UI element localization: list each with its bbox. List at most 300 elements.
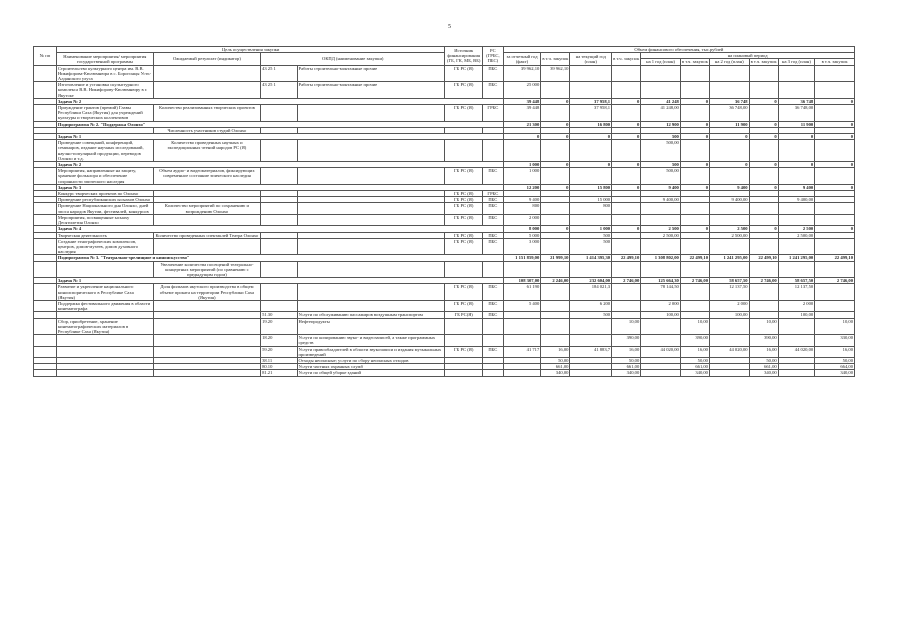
header-y2-sub: в т.ч. закупок bbox=[750, 59, 777, 65]
table-row bbox=[34, 238, 855, 255]
value-cell: 2 500 bbox=[778, 226, 814, 232]
value-cell: 22 499,10 bbox=[680, 255, 709, 261]
row-number-cell bbox=[34, 203, 57, 214]
value-cell: 0 bbox=[612, 162, 641, 168]
value-cell: 16,00 bbox=[815, 346, 855, 357]
value-cell: 664,00 bbox=[815, 364, 855, 370]
value-cell: 44 020,00 bbox=[709, 346, 749, 357]
value-cell: 22 499,10 bbox=[612, 255, 641, 261]
value-cell: 0 bbox=[680, 184, 709, 190]
value-cell bbox=[541, 318, 570, 335]
value-cell bbox=[778, 335, 814, 346]
okpd-name-cell bbox=[297, 300, 445, 311]
value-cell: 10,00 bbox=[815, 318, 855, 335]
row-number-cell bbox=[34, 370, 57, 376]
okpd-name-cell: Отходы неопасные; услуги по сбору неопасных отходов bbox=[297, 357, 445, 363]
value-cell: 390,00 bbox=[749, 335, 778, 346]
header-prev-sub: в т.ч. закупок bbox=[541, 53, 570, 65]
value-cell: 0 bbox=[778, 162, 814, 168]
value-cell: 9 400,00 bbox=[709, 197, 749, 203]
value-cell bbox=[778, 261, 814, 278]
task-title-cell: Задача № 2 bbox=[56, 162, 503, 168]
measure-name-cell: Проведение республиканских ысыахов Олонхо bbox=[56, 197, 153, 203]
grbs-cell: ПБС bbox=[482, 346, 503, 357]
value-cell bbox=[570, 168, 612, 185]
value-cell: 21 300 bbox=[503, 121, 541, 127]
value-cell bbox=[749, 168, 778, 185]
value-cell bbox=[612, 300, 641, 311]
value-cell: 0 bbox=[541, 121, 570, 127]
expected-result-cell bbox=[153, 335, 260, 346]
value-cell bbox=[709, 214, 749, 225]
value-cell: 2 500,00 bbox=[641, 232, 681, 238]
source-cell bbox=[445, 261, 483, 278]
expected-result-cell: Численность участников студий Олонхо bbox=[153, 127, 260, 133]
value-cell: 0 bbox=[749, 162, 778, 168]
table-row bbox=[34, 370, 855, 376]
value-cell bbox=[778, 318, 814, 335]
source-cell: ГБ РС (Я) bbox=[445, 105, 483, 122]
value-cell: 16,00 bbox=[680, 346, 709, 357]
value-cell bbox=[541, 261, 570, 278]
value-cell: 0 bbox=[709, 134, 749, 140]
row-number-cell bbox=[34, 261, 57, 278]
value-cell: 6 200 bbox=[570, 300, 612, 311]
expected-result-cell: Количество реализованных творческих проектов bbox=[153, 105, 260, 122]
value-cell bbox=[570, 82, 612, 99]
value-cell bbox=[749, 65, 778, 82]
value-cell: 3 000 bbox=[503, 238, 541, 255]
value-cell: 37 958,1 bbox=[570, 105, 612, 122]
measure-name-cell bbox=[56, 261, 153, 278]
value-cell bbox=[541, 168, 570, 185]
okpd-name-cell: Услуги правообладателей в области звукозаписи и издания музыкальных произведений bbox=[297, 346, 445, 357]
value-cell: 50,00 bbox=[612, 357, 641, 363]
value-cell bbox=[612, 214, 641, 225]
okpd-name-cell bbox=[297, 105, 445, 122]
value-cell bbox=[541, 140, 570, 162]
value-cell bbox=[749, 105, 778, 122]
okpd-name-cell bbox=[297, 214, 445, 225]
value-cell bbox=[503, 140, 541, 162]
value-cell bbox=[612, 105, 641, 122]
value-cell: 2 000 bbox=[709, 300, 749, 311]
measure-name-cell bbox=[56, 370, 153, 376]
value-cell bbox=[680, 300, 709, 311]
value-cell: 36 748,00 bbox=[778, 105, 814, 122]
value-cell: 0 bbox=[503, 134, 541, 140]
value-cell bbox=[680, 82, 709, 99]
value-cell: 25 000 bbox=[503, 82, 541, 99]
value-cell bbox=[709, 65, 749, 82]
value-cell bbox=[709, 261, 749, 278]
value-cell bbox=[815, 300, 855, 311]
source-cell bbox=[445, 318, 483, 335]
value-cell bbox=[570, 214, 612, 225]
value-cell bbox=[815, 214, 855, 225]
value-cell bbox=[815, 65, 855, 82]
value-cell: 330,00 bbox=[815, 335, 855, 346]
subprogram-title-cell: Подпрограмма № 2. "Поддержка Олонхо" bbox=[56, 121, 503, 127]
measure-name-cell bbox=[56, 335, 153, 346]
value-cell bbox=[541, 335, 570, 346]
expected-result-cell bbox=[153, 214, 260, 225]
value-cell: 0 bbox=[815, 98, 855, 104]
value-cell bbox=[503, 370, 541, 376]
value-cell: 500,00 bbox=[641, 140, 681, 162]
value-cell: 0 bbox=[612, 184, 641, 190]
expected-result-cell bbox=[153, 370, 260, 376]
grbs-cell: ПБС bbox=[482, 312, 503, 318]
value-cell bbox=[570, 318, 612, 335]
value-cell: 2 746,00 bbox=[749, 278, 778, 284]
okpd-name-cell: Услуги по обслуживанию пассажиров воздушным транспортом bbox=[297, 312, 445, 318]
value-cell bbox=[680, 214, 709, 225]
row-number-cell bbox=[34, 214, 57, 225]
value-cell: 2 500,00 bbox=[709, 232, 749, 238]
value-cell bbox=[815, 203, 855, 214]
grbs-cell: ПБС bbox=[482, 168, 503, 185]
value-cell bbox=[778, 214, 814, 225]
value-cell: 44 020,00 bbox=[641, 346, 681, 357]
value-cell bbox=[612, 65, 641, 82]
measure-name-cell: Изготовление и установка скульптурного комплекса В.В. Никифорову-Кюлюмнюру в г. Якутске bbox=[56, 82, 153, 99]
value-cell bbox=[778, 140, 814, 162]
task-title-cell: Задача № 2 bbox=[56, 98, 503, 104]
value-cell: 11 900 bbox=[778, 121, 814, 127]
okpd-code-cell bbox=[261, 261, 297, 278]
value-cell: 0 bbox=[815, 184, 855, 190]
header-curr: на текущий год (план) bbox=[570, 53, 612, 65]
value-cell: 100,00 bbox=[709, 312, 749, 318]
header-grbs: РС (ГРБС, ПБС) bbox=[482, 47, 503, 66]
table-row bbox=[34, 168, 855, 185]
row-number-cell bbox=[34, 318, 57, 335]
measure-name-cell: Поддержка фестивального движения в области кинематографа bbox=[56, 300, 153, 311]
value-cell bbox=[612, 284, 641, 301]
value-cell: 10,00 bbox=[749, 318, 778, 335]
value-cell: 100,00 bbox=[641, 312, 681, 318]
measure-name-cell: Создание этнографических комплексов, центров, домов-музеев, домов духовного наследия bbox=[56, 238, 153, 255]
header-y3: на 3 год (план) bbox=[778, 59, 814, 65]
value-cell bbox=[680, 284, 709, 301]
value-cell bbox=[709, 168, 749, 185]
value-cell: 2 746,00 bbox=[612, 278, 641, 284]
value-cell: 16,00 bbox=[749, 346, 778, 357]
value-cell bbox=[680, 261, 709, 278]
measure-name-cell bbox=[56, 346, 153, 357]
value-cell: 108 307,00 bbox=[503, 278, 541, 284]
value-cell: 0 bbox=[541, 134, 570, 140]
grbs-cell bbox=[482, 261, 503, 278]
value-cell: 0 bbox=[749, 226, 778, 232]
value-cell: 390,00 bbox=[612, 335, 641, 346]
okpd-name-cell bbox=[297, 238, 445, 255]
grbs-cell: ПБС bbox=[482, 232, 503, 238]
value-cell bbox=[709, 140, 749, 162]
table-row bbox=[34, 140, 855, 162]
value-cell bbox=[815, 140, 855, 162]
measure-name-cell: Конкурс творческих проектов по Олонхо bbox=[56, 191, 153, 197]
value-cell: 10,00 bbox=[680, 318, 709, 335]
value-cell bbox=[641, 335, 681, 346]
value-cell: 36 748 bbox=[709, 98, 749, 104]
source-cell: ГБ РС (Я) bbox=[445, 197, 483, 203]
header-planned: на плановый период bbox=[641, 53, 855, 59]
value-cell bbox=[541, 300, 570, 311]
grbs-cell: ПБС bbox=[482, 214, 503, 225]
value-cell bbox=[815, 261, 855, 278]
value-cell: 41 248 bbox=[641, 98, 681, 104]
value-cell: 340,00 bbox=[815, 370, 855, 376]
okpd-code-cell: 19.20 bbox=[261, 318, 297, 335]
value-cell bbox=[815, 284, 855, 301]
grbs-cell bbox=[482, 318, 503, 335]
value-cell: 0 bbox=[709, 162, 749, 168]
value-cell: 2 000 bbox=[503, 214, 541, 225]
value-cell: 21 999,10 bbox=[541, 255, 570, 261]
value-cell bbox=[503, 318, 541, 335]
value-cell bbox=[815, 105, 855, 122]
value-cell bbox=[680, 203, 709, 214]
value-cell: 12 900 bbox=[641, 121, 681, 127]
value-cell bbox=[503, 261, 541, 278]
value-cell bbox=[541, 82, 570, 99]
value-cell: 15 000 bbox=[570, 197, 612, 203]
value-cell bbox=[641, 203, 681, 214]
value-cell bbox=[709, 318, 749, 335]
value-cell: 39 962,10 bbox=[503, 65, 541, 82]
value-cell: 232 604,00 bbox=[570, 278, 612, 284]
value-cell: 10,00 bbox=[612, 318, 641, 335]
value-cell: 1 241 295,00 bbox=[778, 255, 814, 261]
value-cell bbox=[680, 65, 709, 82]
okpd-name-cell bbox=[297, 140, 445, 162]
value-cell bbox=[778, 82, 814, 99]
value-cell bbox=[570, 140, 612, 162]
value-cell: 500 bbox=[641, 134, 681, 140]
grbs-cell bbox=[482, 370, 503, 376]
okpd-name-cell: Работы строительно-монтажные прочие bbox=[297, 82, 445, 99]
measure-name-cell: Мероприятия, направленные на защиту, хранение фольклора и обеспечение сохранности эпического наследия bbox=[56, 168, 153, 185]
okpd-code-cell: 43 25 1 bbox=[261, 65, 297, 82]
header-prev: за отчетный год (факт) bbox=[503, 53, 541, 65]
task-title-cell: Задача № 1 bbox=[56, 134, 503, 140]
grbs-cell: ПБС bbox=[482, 300, 503, 311]
value-cell bbox=[641, 214, 681, 225]
header-y3-sub: в т.ч. закупок bbox=[815, 59, 855, 65]
source-cell bbox=[445, 335, 483, 346]
value-cell bbox=[749, 214, 778, 225]
value-cell: 340,00 bbox=[749, 370, 778, 376]
header-name: Наименование мероприятия/ мероприятия государственной программы bbox=[56, 53, 153, 65]
value-cell: 0 bbox=[680, 121, 709, 127]
measure-name-cell: Проведение Национального дня Олонхо, дней эпоса народов Якутии, фестивалей, конкурсов bbox=[56, 203, 153, 214]
source-cell: ГБ РС (Я) bbox=[445, 284, 483, 301]
okpd-code-cell bbox=[261, 105, 297, 122]
value-cell bbox=[815, 82, 855, 99]
value-cell: 500,00 bbox=[641, 168, 681, 185]
okpd-code-cell: 80.10 bbox=[261, 364, 297, 370]
value-cell: 5 000 bbox=[503, 232, 541, 238]
value-cell: 12 200 bbox=[503, 184, 541, 190]
value-cell: 500 bbox=[570, 232, 612, 238]
value-cell: 2 000 bbox=[641, 300, 681, 311]
value-cell: 0 bbox=[815, 134, 855, 140]
grbs-cell: ПБС bbox=[482, 197, 503, 203]
value-cell bbox=[541, 238, 570, 255]
row-number-cell bbox=[34, 65, 57, 82]
value-cell: 50,00 bbox=[815, 357, 855, 363]
source-cell: ГБ РС (Я) bbox=[445, 65, 483, 82]
header-y1-sub: в т.ч. закупок bbox=[681, 59, 708, 65]
value-cell: 41 248,00 bbox=[641, 105, 681, 122]
task-title-cell: Задача № 3 bbox=[56, 184, 503, 190]
okpd-code-cell: 18.20 bbox=[261, 335, 297, 346]
value-cell bbox=[680, 238, 709, 255]
grbs-cell: ГРБС bbox=[482, 191, 503, 197]
header-result: Ожидаемый результат (индикатор) bbox=[153, 53, 260, 65]
value-cell bbox=[570, 261, 612, 278]
value-cell: 390,00 bbox=[680, 335, 709, 346]
value-cell: 9 400 bbox=[641, 184, 681, 190]
table-row bbox=[34, 284, 855, 301]
row-number-cell bbox=[34, 238, 57, 255]
value-cell: 12 137,50 bbox=[778, 284, 814, 301]
grbs-cell: ПБС bbox=[482, 203, 503, 214]
value-cell: 0 bbox=[815, 226, 855, 232]
value-cell: 2 500 bbox=[709, 226, 749, 232]
measure-name-cell: Сбор, приобретение, хранение кинематографических материалов в Республике Саха (Якутия) bbox=[56, 318, 153, 335]
value-cell bbox=[641, 370, 681, 376]
okpd-code-cell: 59.20 bbox=[261, 346, 297, 357]
value-cell bbox=[749, 82, 778, 99]
value-cell: 661,00 bbox=[680, 364, 709, 370]
value-cell: 9 400 bbox=[778, 184, 814, 190]
value-cell: 22 499,10 bbox=[815, 255, 855, 261]
measure-name-cell: Мероприятия, посвященные ысыаху Десятилетия Олонхо bbox=[56, 214, 153, 225]
okpd-name-cell: Услуги по копированию звуко- и видеозаписей, а также программных средств bbox=[297, 335, 445, 346]
value-cell: 0 bbox=[749, 184, 778, 190]
value-cell: 61 190 bbox=[503, 284, 541, 301]
value-cell: 9 400 bbox=[503, 197, 541, 203]
okpd-code-cell bbox=[261, 284, 297, 301]
grbs-cell bbox=[482, 140, 503, 162]
value-cell: 2 246,00 bbox=[541, 278, 570, 284]
okpd-name-cell: Нефтепродукты bbox=[297, 318, 445, 335]
source-cell: ГБ РС (Я) bbox=[445, 168, 483, 185]
value-cell bbox=[709, 238, 749, 255]
value-cell: 0 bbox=[680, 134, 709, 140]
okpd-code-cell bbox=[261, 203, 297, 214]
expected-result-cell bbox=[153, 82, 260, 99]
grbs-cell: ПБС bbox=[482, 284, 503, 301]
value-cell: 0 bbox=[612, 226, 641, 232]
header-y2: на 2 год (план) bbox=[709, 59, 749, 65]
table-row bbox=[34, 335, 855, 346]
grbs-cell: ПБС bbox=[482, 82, 503, 99]
table-row bbox=[34, 300, 855, 311]
value-cell bbox=[612, 261, 641, 278]
expected-result-cell bbox=[153, 300, 260, 311]
value-cell: 2 746,00 bbox=[680, 278, 709, 284]
value-cell: 22 499,10 bbox=[749, 255, 778, 261]
value-cell bbox=[749, 140, 778, 162]
value-cell bbox=[541, 284, 570, 301]
value-cell: 661,00 bbox=[749, 364, 778, 370]
value-cell: 0 bbox=[570, 134, 612, 140]
measure-name-cell: Строительство культурного центра им. В.В. Никифорова-Кюлюмнюра в с. Борогонцы Усть-Алданского улуса bbox=[56, 65, 153, 82]
header-goal: Цель осуществления закупки bbox=[56, 47, 445, 53]
okpd-code-cell: 43 25 1 bbox=[261, 82, 297, 99]
task-title-cell: Задача № 4 bbox=[56, 226, 503, 232]
okpd-code-cell: 38.11 bbox=[261, 357, 297, 363]
okpd-name-cell bbox=[297, 261, 445, 278]
okpd-name-cell: Работы строительно-монтажные прочие bbox=[297, 65, 445, 82]
value-cell: 36 748,00 bbox=[709, 105, 749, 122]
value-cell: 500 bbox=[570, 312, 612, 318]
expected-result-cell bbox=[153, 346, 260, 357]
table-row bbox=[34, 214, 855, 225]
expected-result-cell: Количество мероприятий по сохранению и возрождению Олонхо bbox=[153, 203, 260, 214]
value-cell: 661,00 bbox=[541, 364, 570, 370]
value-cell bbox=[709, 203, 749, 214]
okpd-code-cell bbox=[261, 300, 297, 311]
value-cell bbox=[641, 65, 681, 82]
value-cell bbox=[778, 203, 814, 214]
value-cell: 2 500 bbox=[641, 226, 681, 232]
value-cell bbox=[641, 261, 681, 278]
expected-result-cell: Увеличение количества посещений театрально-концертных мероприятий (по сравнению с предыдущим годом) bbox=[153, 261, 260, 278]
header-curr-sub: в т.ч. закупок bbox=[612, 53, 641, 65]
expected-result-cell: Количество проведенных спектаклей Театра Олонхо bbox=[153, 232, 260, 238]
value-cell: 2 000 bbox=[778, 300, 814, 311]
value-cell: 800 bbox=[503, 203, 541, 214]
value-cell bbox=[680, 140, 709, 162]
source-cell: ГБ РС (Я) bbox=[445, 300, 483, 311]
value-cell: 184 021,3 bbox=[570, 284, 612, 301]
measure-name-cell: Творческая деятельность bbox=[56, 232, 153, 238]
value-cell: 78 144,50 bbox=[641, 284, 681, 301]
value-cell bbox=[680, 105, 709, 122]
value-cell: 1 414 395,30 bbox=[570, 255, 612, 261]
value-cell bbox=[612, 140, 641, 162]
value-cell bbox=[641, 238, 681, 255]
value-cell: 661,00 bbox=[612, 364, 641, 370]
value-cell: 0 bbox=[541, 98, 570, 104]
value-cell: 1 151 859,00 bbox=[503, 255, 541, 261]
value-cell bbox=[709, 82, 749, 99]
table-row bbox=[34, 203, 855, 214]
expected-result-cell bbox=[153, 65, 260, 82]
value-cell: 50,00 bbox=[680, 357, 709, 363]
task-title-cell: Задача № 1 bbox=[56, 278, 503, 284]
row-number-cell bbox=[34, 140, 57, 162]
expected-result-cell: Объем аудио- и видеоматериалов, фиксирующих современное состояние эпического наследия bbox=[153, 168, 260, 185]
table-row bbox=[34, 82, 855, 99]
value-cell bbox=[612, 203, 641, 214]
okpd-name-cell bbox=[297, 284, 445, 301]
value-cell: 2 500,00 bbox=[778, 232, 814, 238]
value-cell bbox=[749, 284, 778, 301]
value-cell: 15 800 bbox=[570, 184, 612, 190]
value-cell: 0 bbox=[680, 98, 709, 104]
expected-result-cell bbox=[153, 318, 260, 335]
value-cell bbox=[641, 318, 681, 335]
value-cell bbox=[815, 238, 855, 255]
value-cell: 1 000 bbox=[503, 162, 541, 168]
value-cell: 36 748 bbox=[778, 98, 814, 104]
